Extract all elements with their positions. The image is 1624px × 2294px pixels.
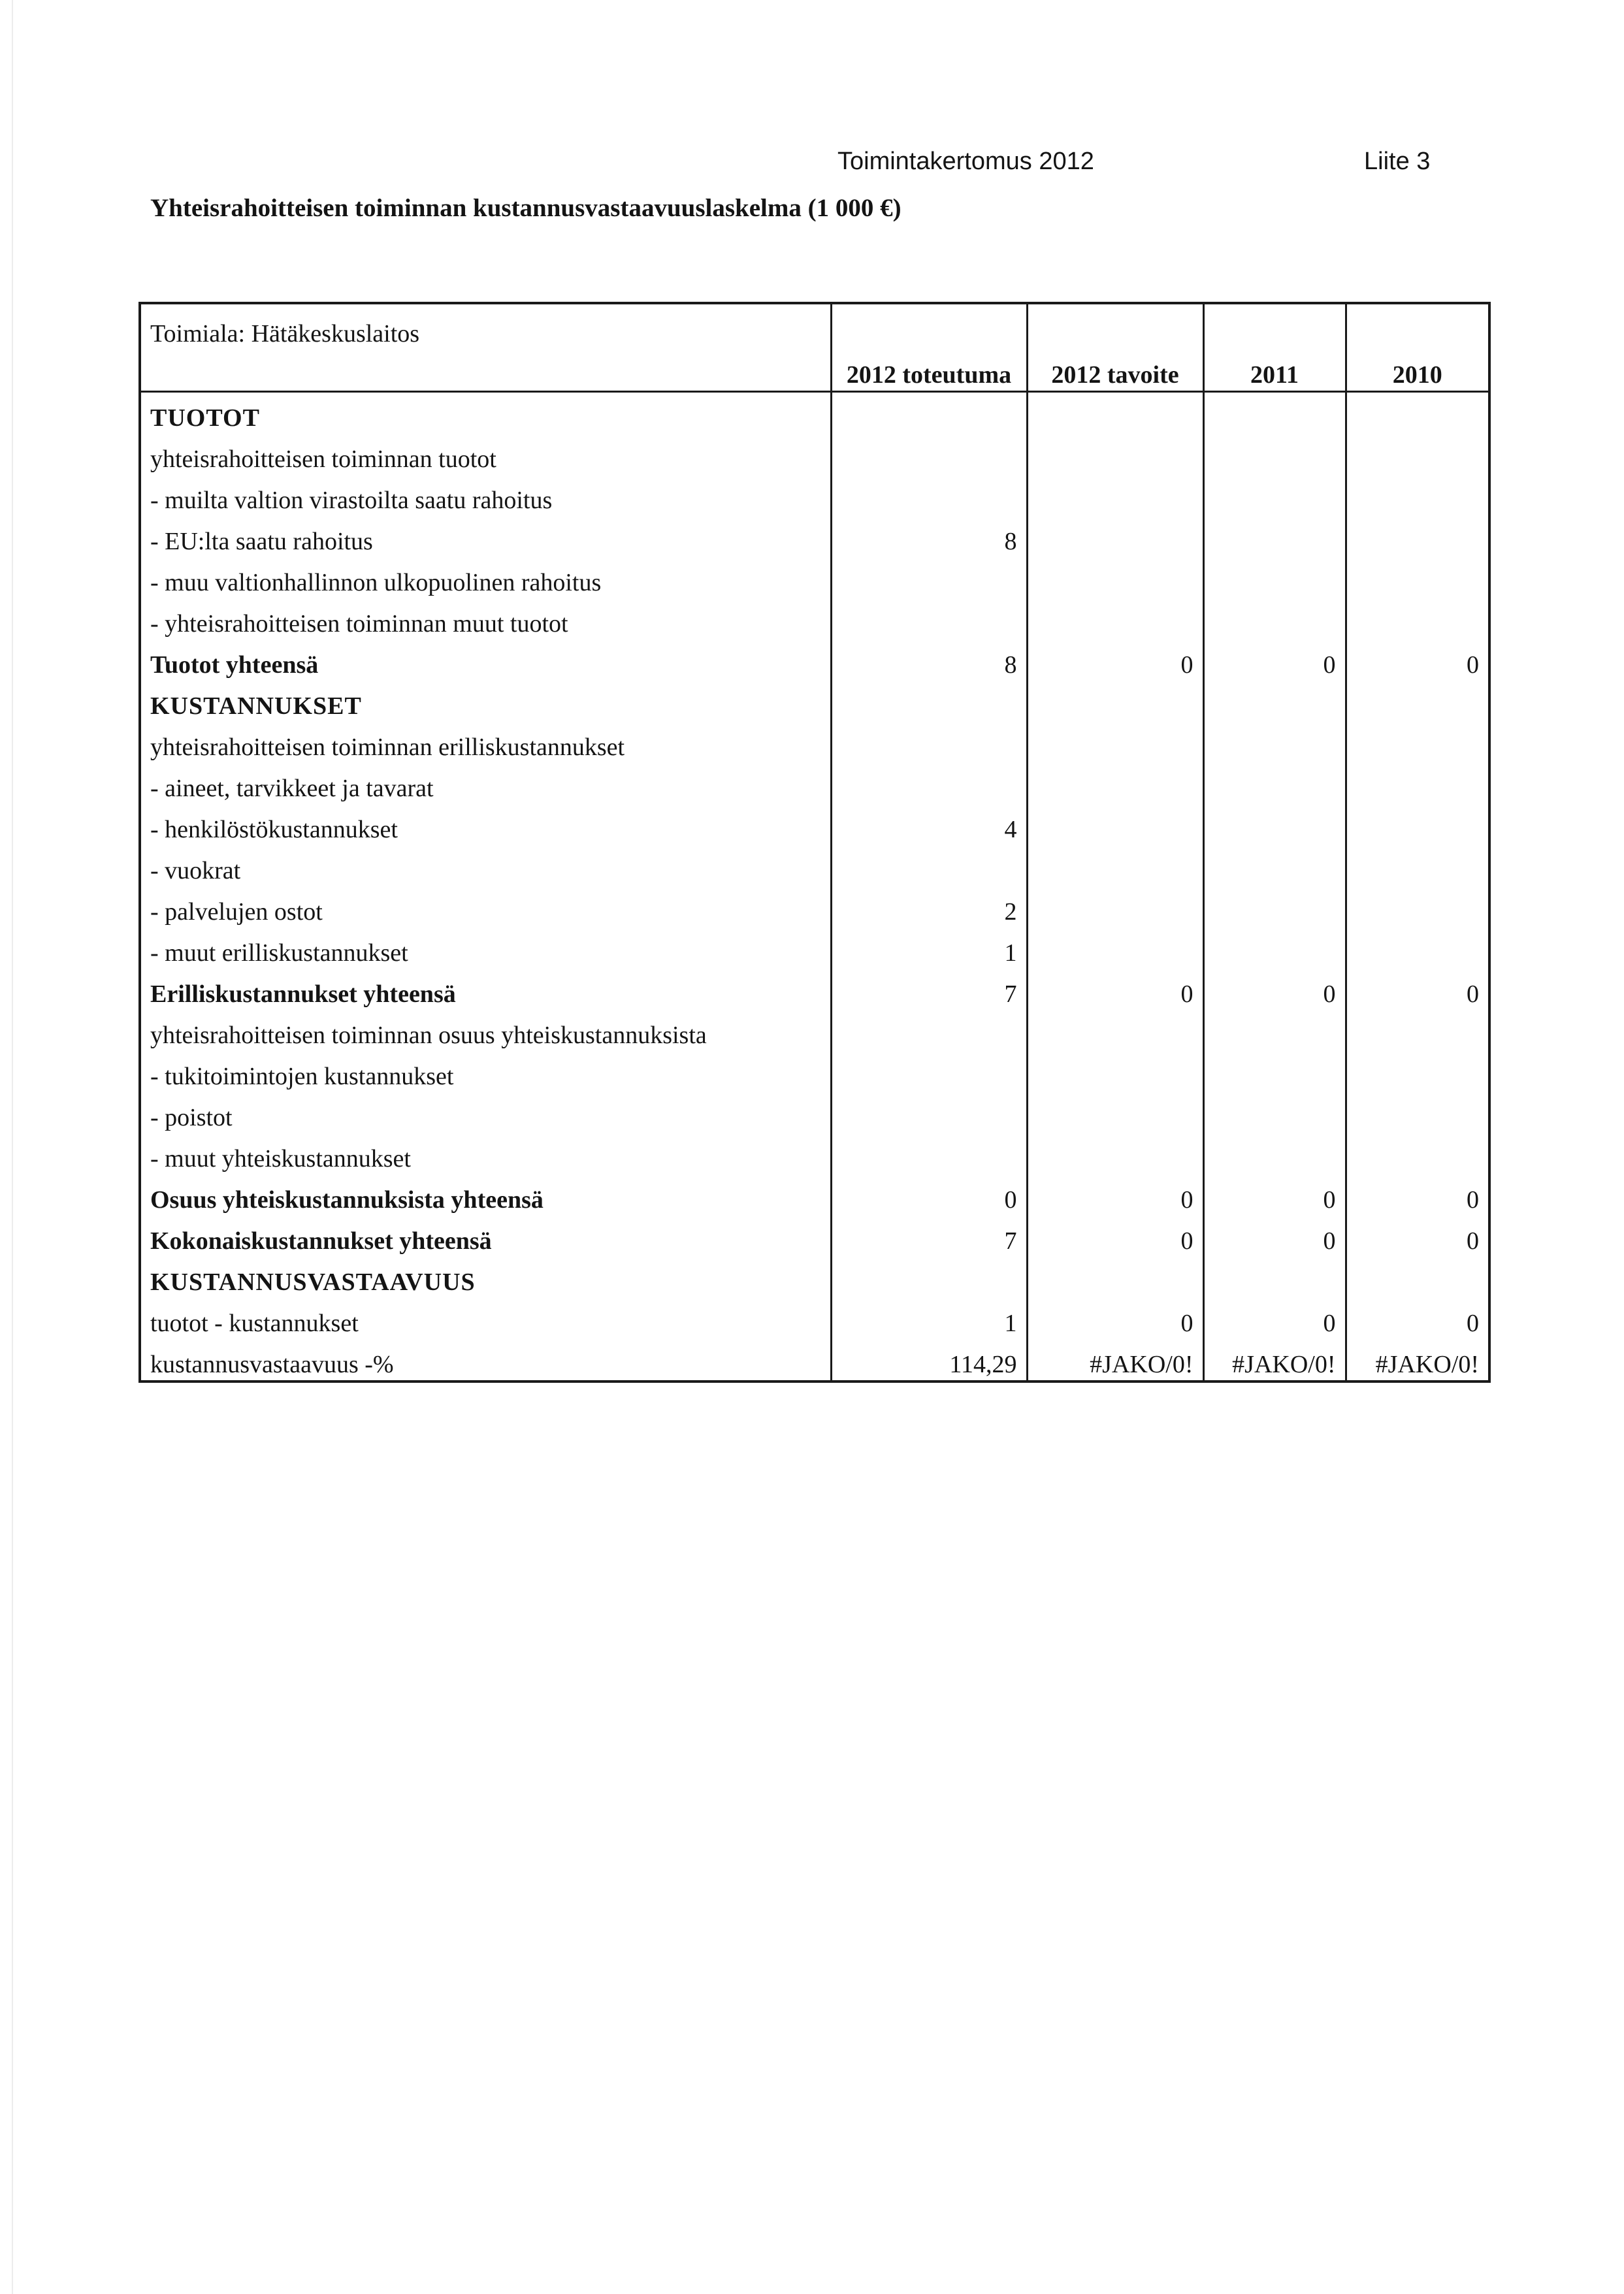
table-row <box>140 763 1489 804</box>
value-cell <box>1027 392 1203 434</box>
value-cell <box>1203 1092 1346 1133</box>
value-cell <box>831 722 1027 763</box>
table-row <box>140 475 1489 516</box>
value-cell: #JAKO/0! <box>1346 1339 1489 1381</box>
table-row <box>140 1257 1489 1298</box>
column-header: 2011 <box>1203 349 1346 392</box>
table-row <box>140 969 1489 1010</box>
row-label: - yhteisrahoitteisen toiminnan muut tuotot <box>150 610 568 638</box>
value-cell: 0 <box>1027 639 1203 681</box>
value-cell <box>1027 886 1203 928</box>
value-cell <box>1203 845 1346 886</box>
value-cell: 0 <box>1203 1174 1346 1216</box>
value-cell <box>1203 1051 1346 1092</box>
value-cell <box>1027 557 1203 598</box>
page-edge <box>12 0 13 2294</box>
value-cell <box>1346 845 1489 886</box>
value-cell <box>1203 557 1346 598</box>
row-label: - aineet, tarvikkeet ja tavarat <box>150 775 434 802</box>
value-cell <box>1346 1010 1489 1051</box>
value-cell <box>1346 928 1489 969</box>
value-cell <box>1027 1092 1203 1133</box>
value-cell: 0 <box>1203 639 1346 681</box>
value-cell <box>1346 1051 1489 1092</box>
value-cell <box>1027 681 1203 722</box>
value-cell <box>831 434 1027 475</box>
value-cell <box>1346 1092 1489 1133</box>
value-cell <box>1027 763 1203 804</box>
value-cell <box>1203 516 1346 557</box>
table-row <box>140 886 1489 928</box>
table-row <box>140 639 1489 681</box>
row-label: Tuotot yhteensä <box>150 651 319 679</box>
table-row <box>140 804 1489 845</box>
value-cell: 7 <box>831 1216 1027 1257</box>
value-cell <box>1346 392 1489 434</box>
value-cell <box>831 845 1027 886</box>
value-cell: 0 <box>1203 969 1346 1010</box>
value-cell <box>1203 475 1346 516</box>
row-label: yhteisrahoitteisen toiminnan tuotot <box>150 445 496 473</box>
table-row <box>140 722 1489 763</box>
value-cell <box>1203 1133 1346 1174</box>
value-cell: 0 <box>1346 1174 1489 1216</box>
table-unit-row <box>140 303 1489 349</box>
value-cell: 0 <box>831 1174 1027 1216</box>
row-label: Erilliskustannukset yhteensä <box>150 980 456 1008</box>
table-row <box>140 557 1489 598</box>
row-label: TUOTOT <box>150 404 260 432</box>
table-row <box>140 598 1489 639</box>
row-label: Kokonaiskustannukset yhteensä <box>150 1227 492 1255</box>
table-row <box>140 516 1489 557</box>
value-cell <box>1027 475 1203 516</box>
row-label: - muut erilliskustannukset <box>150 939 408 967</box>
column-header: 2012 toteutuma <box>831 349 1027 392</box>
value-cell <box>831 1257 1027 1298</box>
row-label: yhteisrahoitteisen toiminnan erilliskustannukset <box>150 734 625 761</box>
table-row <box>140 1174 1489 1216</box>
value-cell <box>1203 681 1346 722</box>
appendix-label: Liite 3 <box>1364 148 1431 175</box>
value-cell <box>1346 681 1489 722</box>
table-row <box>140 1010 1489 1051</box>
value-cell <box>1027 516 1203 557</box>
value-cell: 4 <box>831 804 1027 845</box>
value-cell <box>1346 475 1489 516</box>
value-cell <box>831 557 1027 598</box>
table-row <box>140 1051 1489 1092</box>
value-cell <box>1027 1133 1203 1174</box>
value-cell <box>831 1051 1027 1092</box>
value-cell: 0 <box>1027 1298 1203 1339</box>
value-cell: 7 <box>831 969 1027 1010</box>
value-cell <box>1203 392 1346 434</box>
value-cell: 0 <box>1346 969 1489 1010</box>
value-cell <box>1027 1257 1203 1298</box>
value-cell: 0 <box>1203 1298 1346 1339</box>
value-cell <box>1346 722 1489 763</box>
row-label: - vuokrat <box>150 857 241 884</box>
row-label: - palvelujen ostot <box>150 898 323 926</box>
value-cell: 1 <box>831 928 1027 969</box>
value-cell: 0 <box>1027 1216 1203 1257</box>
table-row <box>140 1216 1489 1257</box>
row-label: - muilta valtion virastoilta saatu rahoitus <box>150 487 553 514</box>
value-cell: 0 <box>1346 639 1489 681</box>
value-cell <box>1027 804 1203 845</box>
value-cell <box>1346 886 1489 928</box>
value-cell <box>831 475 1027 516</box>
value-cell <box>831 763 1027 804</box>
value-cell <box>1203 1010 1346 1051</box>
table-row <box>140 392 1489 434</box>
row-label: tuotot - kustannukset <box>150 1310 359 1337</box>
row-label: - poistot <box>150 1104 233 1131</box>
value-cell: #JAKO/0! <box>1203 1339 1346 1381</box>
value-cell <box>1346 804 1489 845</box>
table-row <box>140 1298 1489 1339</box>
table-row <box>140 434 1489 475</box>
table-header-row <box>140 349 1489 392</box>
column-header: 2012 tavoite <box>1027 349 1203 392</box>
value-cell <box>1027 1010 1203 1051</box>
value-cell <box>1203 434 1346 475</box>
value-cell <box>1346 1257 1489 1298</box>
value-cell: 114,29 <box>831 1339 1027 1381</box>
row-label: - EU:lta saatu rahoitus <box>150 528 373 555</box>
table-row <box>140 681 1489 722</box>
row-label: kustannusvastaavuus -% <box>150 1351 394 1378</box>
value-cell <box>831 1010 1027 1051</box>
table-row <box>140 1339 1489 1381</box>
value-cell: 0 <box>1346 1216 1489 1257</box>
row-label: KUSTANNUKSET <box>150 692 362 720</box>
value-cell <box>1346 763 1489 804</box>
value-cell <box>1346 1133 1489 1174</box>
table-row <box>140 845 1489 886</box>
row-label: - muut yhteiskustannukset <box>150 1145 411 1172</box>
value-cell: #JAKO/0! <box>1027 1339 1203 1381</box>
value-cell <box>1027 845 1203 886</box>
table-row <box>140 1133 1489 1174</box>
row-label: - tukitoimintojen kustannukset <box>150 1063 454 1090</box>
value-cell <box>831 1092 1027 1133</box>
row-label: - muu valtionhallinnon ulkopuolinen rahoitus <box>150 569 602 596</box>
value-cell: 8 <box>831 639 1027 681</box>
value-cell <box>831 598 1027 639</box>
value-cell <box>1203 1257 1346 1298</box>
table-body <box>140 392 1489 1382</box>
value-cell <box>1027 598 1203 639</box>
value-cell: 0 <box>1203 1216 1346 1257</box>
value-cell <box>831 1133 1027 1174</box>
value-cell <box>1346 598 1489 639</box>
value-cell <box>1027 722 1203 763</box>
table-row <box>140 928 1489 969</box>
value-cell <box>1346 434 1489 475</box>
value-cell <box>1203 886 1346 928</box>
row-label: Osuus yhteiskustannuksista yhteensä <box>150 1186 544 1214</box>
value-cell <box>1027 1051 1203 1092</box>
unit-label: Toimiala: Hätäkeskuslaitos <box>150 320 420 347</box>
value-cell <box>1203 763 1346 804</box>
column-header: 2010 <box>1346 349 1489 392</box>
value-cell: 0 <box>1346 1298 1489 1339</box>
value-cell <box>1203 928 1346 969</box>
value-cell <box>1203 722 1346 763</box>
value-cell: 1 <box>831 1298 1027 1339</box>
value-cell <box>1027 434 1203 475</box>
document-title: Toimintakertomus 2012 <box>837 148 1094 175</box>
value-cell <box>831 681 1027 722</box>
value-cell <box>1346 516 1489 557</box>
value-cell: 2 <box>831 886 1027 928</box>
value-cell <box>1346 557 1489 598</box>
value-cell <box>831 392 1027 434</box>
value-cell: 0 <box>1027 1174 1203 1216</box>
value-cell <box>1203 598 1346 639</box>
row-label: - henkilöstökustannukset <box>150 816 398 843</box>
cost-recovery-table <box>138 302 1491 1383</box>
value-cell <box>1203 804 1346 845</box>
value-cell: 8 <box>831 516 1027 557</box>
table-row <box>140 1092 1489 1133</box>
value-cell <box>1027 928 1203 969</box>
row-label: yhteisrahoitteisen toiminnan osuus yhteiskustannuksista <box>150 1022 707 1049</box>
row-label: KUSTANNUSVASTAAVUUS <box>150 1268 476 1296</box>
value-cell: 0 <box>1027 969 1203 1010</box>
calculation-title: Yhteisrahoitteisen toiminnan kustannusvastaavuuslaskelma (1 000 €) <box>150 194 901 222</box>
